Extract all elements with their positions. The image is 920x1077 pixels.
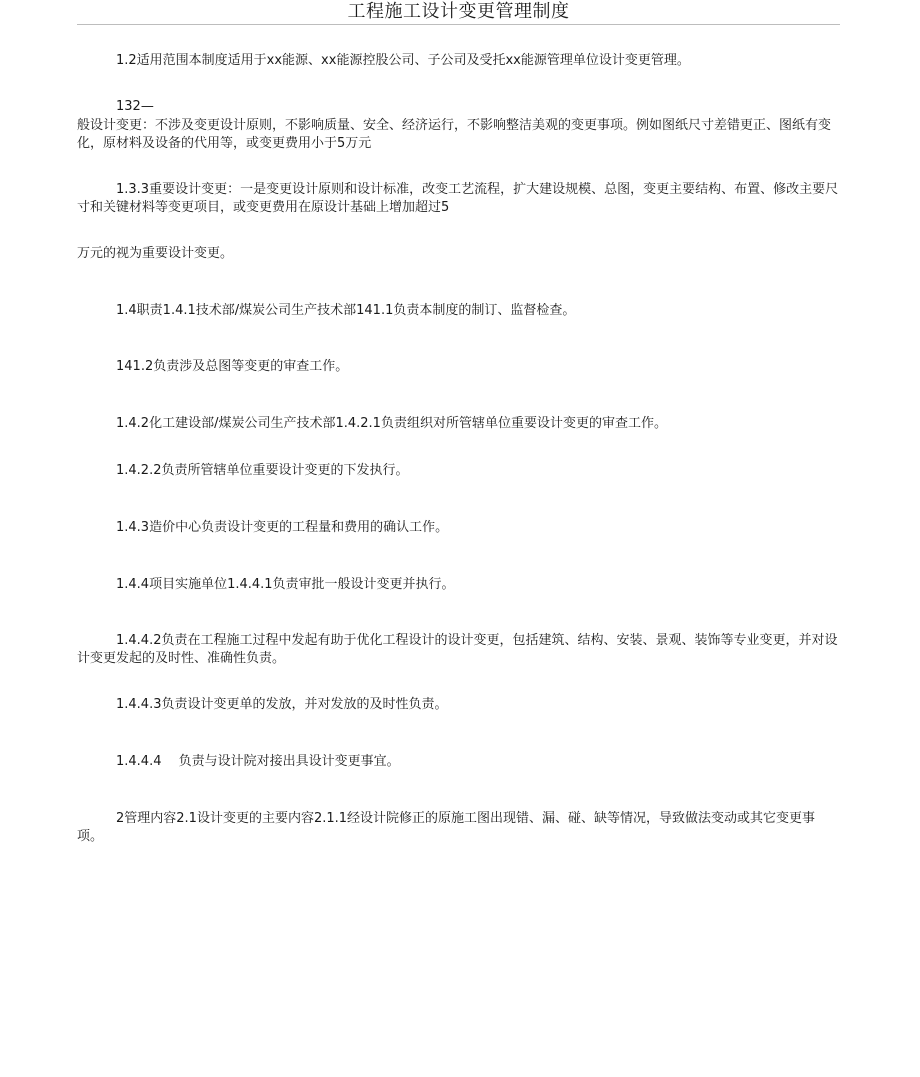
paragraph-1-4-4-3: 1.4.4.3负责设计变更单的发放，并对发放的及时性负责。 bbox=[77, 697, 448, 712]
paragraph-1-4-4: 1.4.4项目实施单位1.4.4.1负责审批一般设计变更并执行。 bbox=[77, 577, 455, 592]
paragraph-management-content: 2管理内容2.1设计变更的主要内容2.1.1经设计院修正的原施工图出现错、漏、碰、缺等情况，导致做法变动或其它变更事项。 bbox=[77, 811, 816, 844]
paragraph-141-2: 141.2负责涉及总图等变更的审查工作。 bbox=[77, 359, 349, 374]
paragraph-1-4-4-2: 1.4.4.2负责在工程施工过程中发起有助于优化工程设计的设计变更，包括建筑、结构、安装、景观、装饰等专业变更，并对设计变更发起的及时性、准确性负责。 bbox=[77, 633, 838, 666]
paragraph-major-change-continued: 万元的视为重要设计变更。 bbox=[77, 246, 234, 261]
paragraph-1-4-2: 1.4.2化工建设部/煤炭公司生产技术部1.4.2.1负责组织对所管辖单位重要设计变更的审查工作。 bbox=[77, 416, 667, 431]
paragraph-general-change: 般设计变更：不涉及变更设计原则，不影响质量、安全、经济运行，不影响整洁美观的变更事项。例如图纸尺寸差错更正、图纸有变化，原材料及设备的代用等，或变更费用小于5万元 bbox=[77, 118, 832, 151]
paragraph-1-4-2-2: 1.4.2.2负责所管辖单位重要设计变更的下发执行。 bbox=[77, 463, 409, 478]
paragraph-responsibilities: 1.4职责1.4.1技术部/煤炭公司生产技术部141.1负责本制度的制订、监督检查。 bbox=[77, 303, 576, 318]
page-header bbox=[77, 0, 840, 25]
document-title: 工程施工设计变更管理制度 bbox=[347, 1, 570, 22]
paragraph-132-heading: 132— bbox=[77, 99, 154, 114]
paragraph-1-4-4-4: 1.4.4.4 负责与设计院对接出具设计变更事宜。 bbox=[77, 754, 400, 769]
paragraph-major-change: 1.3.3重要设计变更：一是变更设计原则和设计标准，改变工艺流程，扩大建设规模、总图，变更主要结构、布置、修改主要尺寸和关键材料等变更项目，或变更费用在原设计基础上增加超过5 bbox=[77, 182, 839, 215]
paragraph-scope: 1.2适用范围本制度适用于xx能源、xx能源控股公司、子公司及受托xx能源管理单位设计变更管理。 bbox=[77, 53, 690, 68]
paragraph-1-4-3: 1.4.3造价中心负责设计变更的工程量和费用的确认工作。 bbox=[77, 520, 449, 535]
